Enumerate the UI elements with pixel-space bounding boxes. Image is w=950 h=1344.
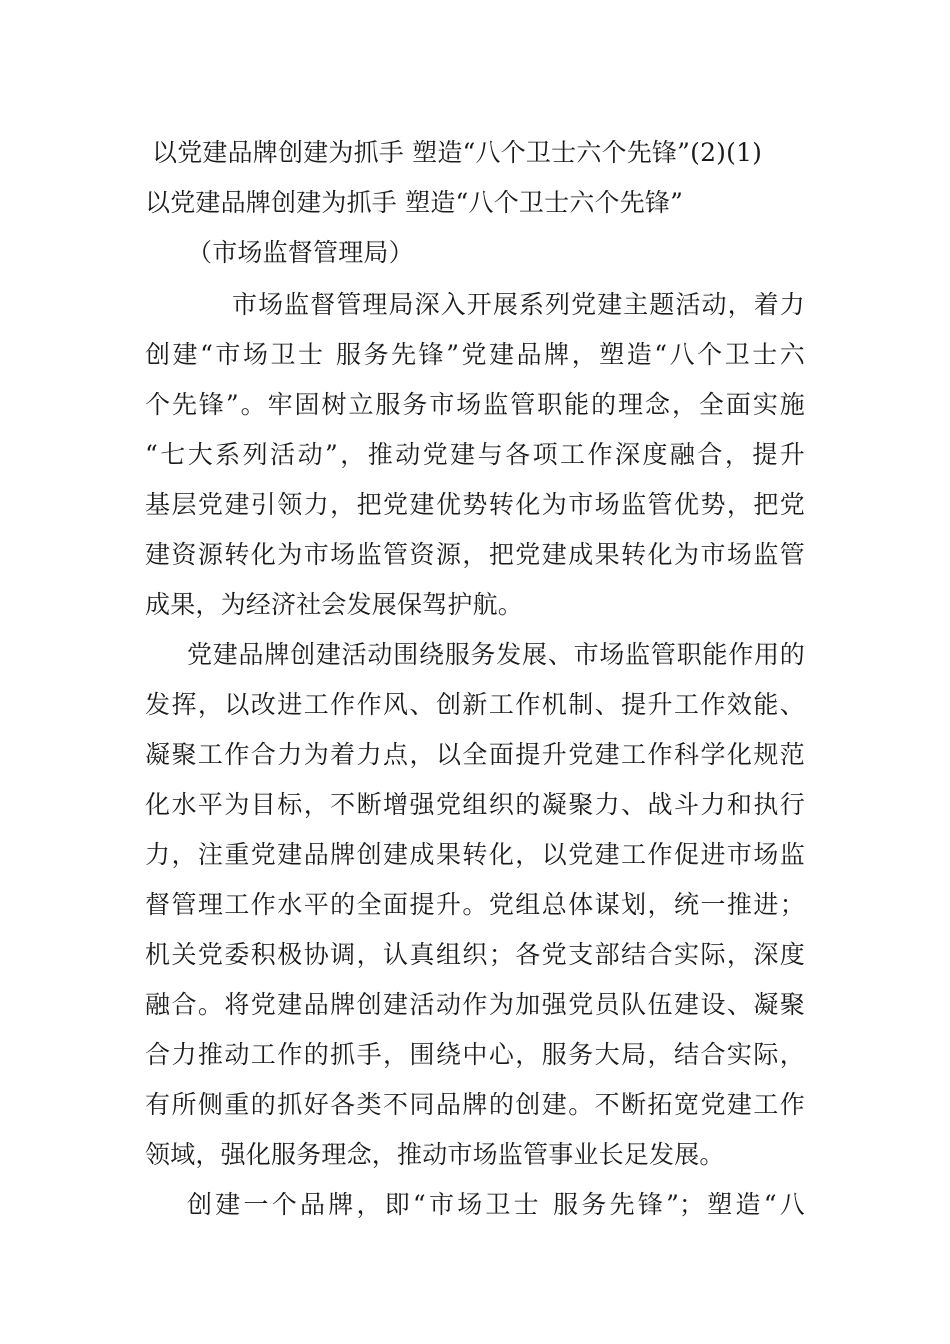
paragraph-2-line-9: 合力推动工作的抓手，围绕中心，服务大局，结合实际， — [145, 1040, 805, 1069]
paragraph-2-line-5: 力，注重党建品牌创建成果转化，以党建工作促进市场监 — [145, 840, 805, 869]
paragraph-1-line-4: “七大系列活动”，推动党建与各项工作深度融合，提升 — [145, 440, 805, 469]
paragraph-2-line-3: 凝聚工作合力为着力点，以全面提升党建工作科学化规范 — [145, 740, 805, 769]
paragraph-2-line-6: 督管理工作水平的全面提升。党组总体谋划，统一推进； — [145, 890, 805, 919]
title-line-1: 以党建品牌创建为抓手 塑造“八个卫士六个先锋”(2)(1) — [152, 138, 763, 167]
paragraph-2-line-4: 化水平为目标，不断增强党组织的凝聚力、战斗力和执行 — [145, 790, 805, 819]
paragraph-2-line-2: 发挥，以改进工作作风、创新工作机制、提升工作效能、 — [145, 690, 805, 719]
paragraph-2-line-10: 有所侧重的抓好各类不同品牌的创建。不断拓宽党建工作 — [145, 1090, 805, 1119]
department-label: （市场监督管理局） — [187, 238, 414, 267]
paragraph-1-line-3: 个先锋”。牢固树立服务市场监管职能的理念，全面实施 — [145, 390, 805, 419]
paragraph-3-line-1: 创建一个品牌，即“市场卫士 服务先锋”；塑造“八 — [187, 1190, 805, 1219]
paragraph-2-line-7: 机关党委积极协调，认真组织；各党支部结合实际，深度 — [145, 940, 805, 969]
paragraph-1-line-6: 建资源转化为市场监管资源，把党建成果转化为市场监管 — [145, 540, 805, 569]
paragraph-2-line-11: 领域，强化服务理念，推动市场监管事业长足发展。 — [145, 1140, 725, 1169]
paragraph-1-line-2: 创建“市场卫士 服务先锋”党建品牌，塑造“八个卫士六 — [145, 340, 805, 369]
title-line-2: 以党建品牌创建为抓手 塑造“八个卫士六个先锋” — [145, 188, 684, 217]
paragraph-1-line-1: 市场监督管理局深入开展系列党建主题活动，着力 — [232, 290, 805, 319]
paragraph-2-line-1: 党建品牌创建活动围绕服务发展、市场监管职能作用的 — [187, 640, 805, 669]
paragraph-1-line-7: 成果，为经济社会发展保驾护航。 — [145, 590, 524, 619]
paragraph-2-line-8: 融合。将党建品牌创建活动作为加强党员队伍建设、凝聚 — [145, 990, 805, 1019]
paragraph-1-line-5: 基层党建引领力，把党建优势转化为市场监管优势，把党 — [145, 490, 805, 519]
